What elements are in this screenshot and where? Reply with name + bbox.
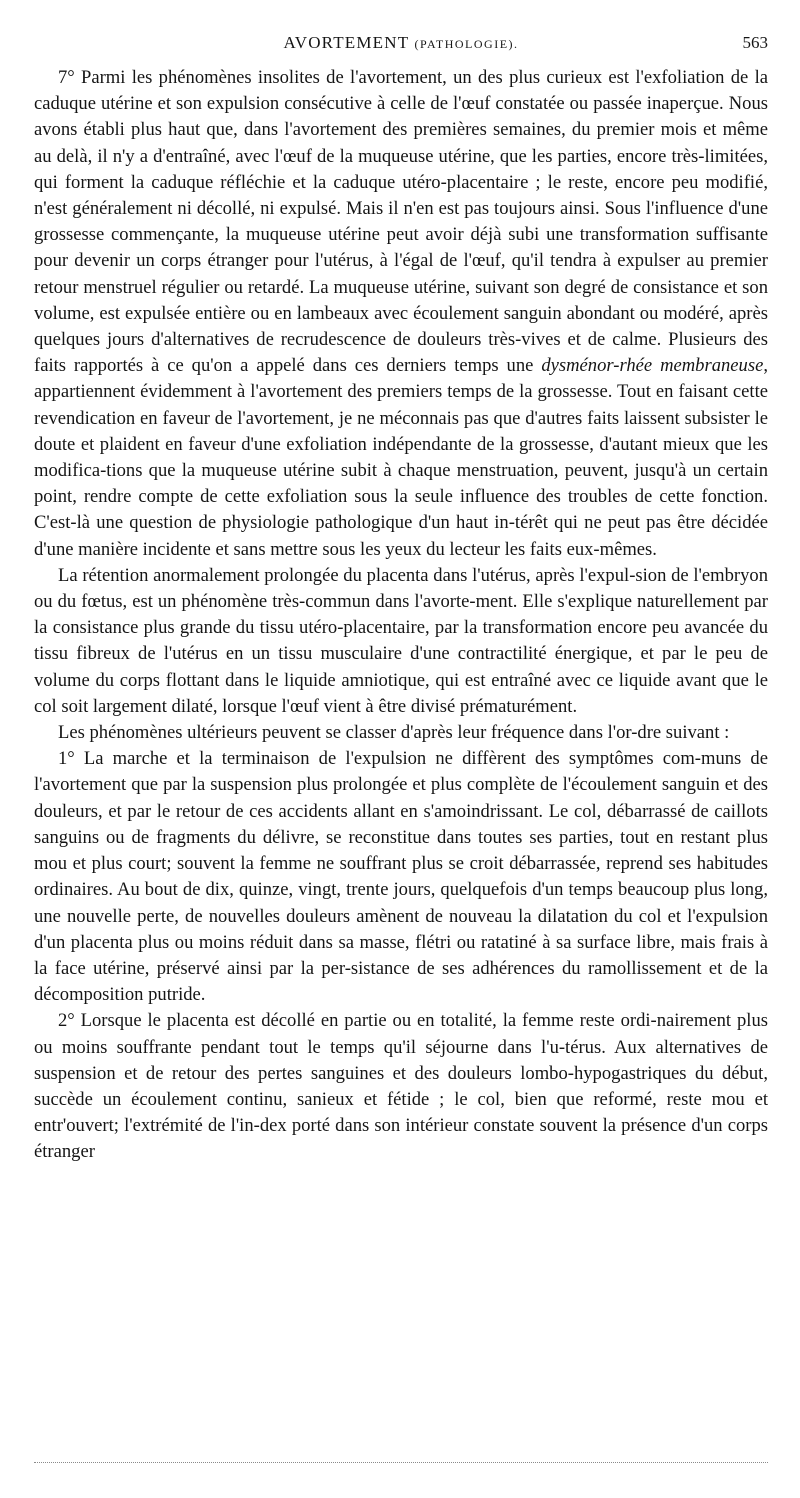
paragraph <box>34 720 768 746</box>
paragraph <box>34 563 768 720</box>
italic-text: dysménor-rhée membraneuse <box>541 355 764 377</box>
paragraph <box>34 746 768 1008</box>
text-run: 2° Lorsque le placenta est décollé en partie ou en totalité, la femme reste ordi-nairement plus ou moins souffrante pendant tout le temps qu'il séjourne dans l'u-térus. Aux alternatives de suspension et de retour des pertes sanguines et des douleurs lombo-hypogastriques du début, succède un écoulement continu, sanieux et fétide ; le col, bien que reformé, reste mou et entr'ouvert; l'extrémité de l'in-dex porté dans son intérieur constate souvent la présence d'un corps étranger <box>34 1010 768 1163</box>
paragraph <box>34 1008 768 1165</box>
footer-rule <box>34 1462 768 1463</box>
text-run: 1° La marche et la terminaison de l'expulsion ne diffèrent des symptômes com-muns de l'avortement que par la suspension plus prolongée et plus complète de l'écoulement sanguin et des douleurs, et par le retour de ces accidents allant en s'amoindrissant. Le col, débarrassé de caillots sanguins ou de fragments du délivre, se reconstitue dans toutes ses parties, tout en restant plus mou et plus court; souvent la femme ne souffrant plus se croit débarrassée, reprend ses habitudes ordinaires. Au bout de dix, quinze, vingt, trente jours, quelquefois d'un temps beaucoup plus long, une nouvelle perte, de nouvelles douleurs amènent de nouveau la dilatation du col et l'expulsion d'un placenta plus ou moins réduit dans sa masse, flétri ou ratatiné à sa surface libre, mais frais à la face utérine, préservé ainsi par la per-sistance de ses adhérences du ramollissement et de la décomposition putride. <box>34 748 768 1006</box>
running-title <box>34 33 768 53</box>
text-run: La rétention anormalement prolongée du placenta dans l'utérus, après l'expul-sion de l'embryon ou du fœtus, est un phénomène très-commun dans l'avorte-ment. Elle s'explique naturellement par la consistance plus grande du tissu utéro-placentaire, par la transformation encore peu avancée du tissu fibreux de l'utérus en un tissu musculaire d'une contractilité énergique, et par le peu de volume du corps flottant dans le liquide amniotique, qui est entraîné avec ce liquide avant que le col soit largement dilaté, lorsque l'œuf vient à être divisé prématurément. <box>34 564 768 717</box>
running-head <box>34 33 768 57</box>
page-number: 563 <box>742 33 768 52</box>
text-run: Les phénomènes ultérieurs peuvent se classer d'après leur fréquence dans l'or-dre suivant : <box>58 722 730 744</box>
text-run: , appartiennent évidemment à l'avortement des premiers temps de la grossesse. Tout en faisant cette revendication en faveur de l'avortement, je ne méconnais pas que d'autres faits laissent subsister le doute et plaident en faveur d'une exfoliation indépendante de la grossesse, d'autant mieux que les modifica-tions que la muqueuse utérine subit à chaque menstruation, peuvent, jusqu'à un certain point, rendre compte de cette exfoliation sous la seule influence des troubles de cette fonction. C'est-là une question de physiologie pathologique d'un haut in-térêt qui ne peut pas être décidée d'une manière incidente et sans mettre sous les yeux du lecteur les faits eux-mêmes. <box>34 355 768 560</box>
paragraph <box>34 65 768 563</box>
running-title-subtitle: (PATHOLOGIE). <box>414 37 519 51</box>
text-run: 7° Parmi les phénomènes insolites de l'avortement, un des plus curieux est l'exfoliation de la caduque utérine et son expulsion consécutive à celle de l'œuf constatée ou passée inaperçue. Nous avons établi plus haut que, dans l'avortement des premières semaines, du premier mois et même au delà, il n'y a d'entraîné, avec l'œuf de la muqueuse utérine, que les parties, encore très-limitées, qui forment la caduque réfléchie et la caduque utéro-placentaire ; le reste, encore peu modifié, n'est généralement ni décollé, ni expulsé. Mais il n'en est pas toujours ainsi. Sous l'influence d'une grossesse commençante, la muqueuse utérine peut avoir déjà subi une transformation suffisante pour devenir un corps étranger pour l'utérus, à l'égal de l'œuf, qu'il tendra à expulser au premier retour menstruel régulier ou retardé. La muqueuse utérine, suivant son degré de consistance et son volume, est expulsée entière ou en lambeaux avec écoulement sanguin abondant ou modéré, après quelques jours d'alternatives de recrudescence de douleurs très-vives et de calme. Plusieurs des faits rapportés à ce qu'on a appelé dans ces derniers temps une <box>34 67 768 377</box>
body-text <box>34 65 768 1166</box>
running-title-main: AVORTEMENT <box>283 33 410 52</box>
